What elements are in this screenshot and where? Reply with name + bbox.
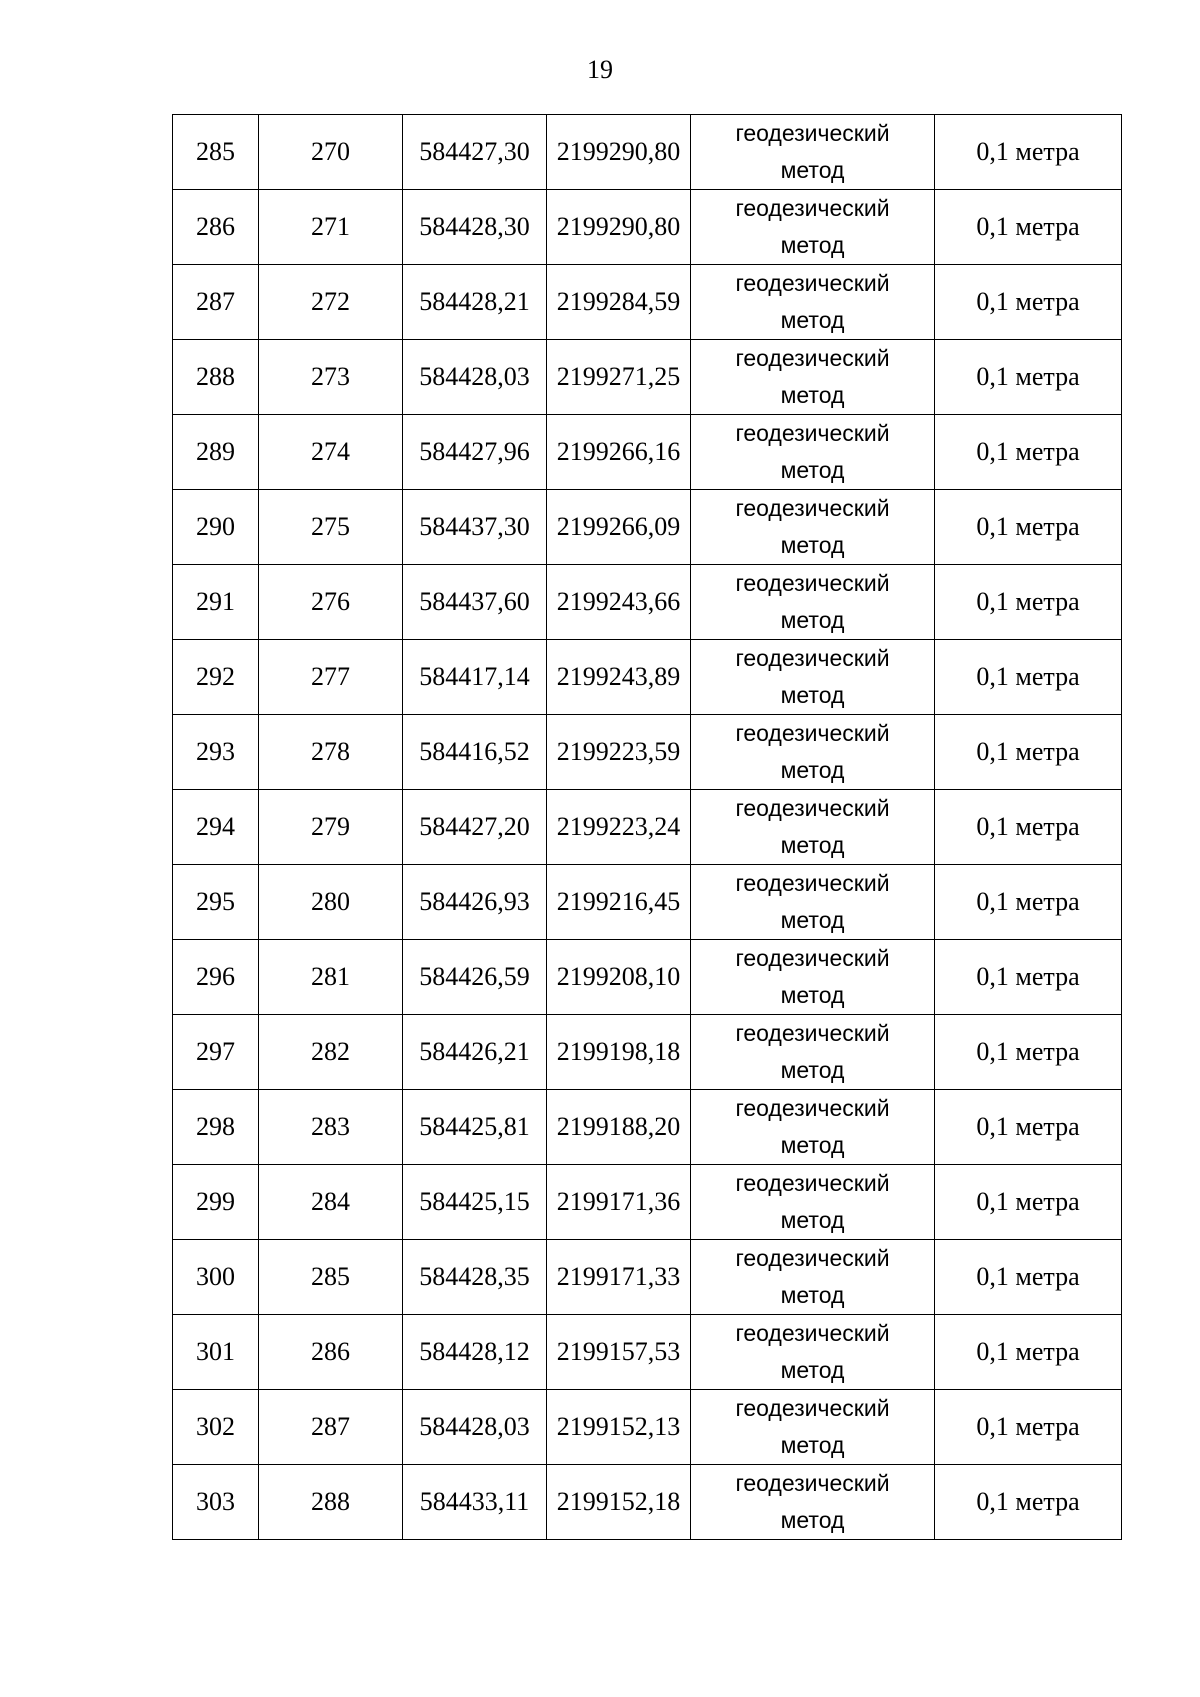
row-number-cell: 289 (173, 415, 259, 490)
point-number-cell: 274 (259, 415, 403, 490)
x-coordinate-cell: 584427,20 (403, 790, 547, 865)
page-number: 19 (587, 55, 613, 84)
x-coordinate-cell: 584433,11 (403, 1465, 547, 1540)
coordinates-table (172, 114, 1122, 1540)
row-number-cell: 287 (173, 265, 259, 340)
point-number-cell: 275 (259, 490, 403, 565)
method-cell (691, 1240, 935, 1315)
y-coordinate-cell: 2199223,59 (547, 715, 691, 790)
x-coordinate-cell: 584428,03 (403, 1390, 547, 1465)
method-text-line2: метод (780, 1507, 845, 1533)
accuracy-cell: 0,1 метра (935, 1390, 1122, 1465)
y-coordinate-cell: 2199243,89 (547, 640, 691, 715)
coordinates-table-body (173, 115, 1122, 1540)
x-coordinate-cell: 584428,30 (403, 190, 547, 265)
method-cell (691, 715, 935, 790)
method-text-line2: метод (780, 1432, 845, 1458)
row-number-cell: 298 (173, 1090, 259, 1165)
method-cell (691, 115, 935, 190)
method-cell (691, 1015, 935, 1090)
point-number-cell: 279 (259, 790, 403, 865)
point-number-cell: 283 (259, 1090, 403, 1165)
x-coordinate-cell: 584437,30 (403, 490, 547, 565)
point-number-cell: 271 (259, 190, 403, 265)
point-number-cell: 280 (259, 865, 403, 940)
y-coordinate-cell: 2199216,45 (547, 865, 691, 940)
row-number-cell: 293 (173, 715, 259, 790)
table-row (173, 1390, 1122, 1465)
row-number-cell: 286 (173, 190, 259, 265)
accuracy-cell: 0,1 метра (935, 1165, 1122, 1240)
row-number-cell: 297 (173, 1015, 259, 1090)
method-text-line1: геодезический (735, 195, 890, 221)
accuracy-cell: 0,1 метра (935, 1090, 1122, 1165)
row-number-cell: 303 (173, 1465, 259, 1540)
accuracy-cell: 0,1 метра (935, 1465, 1122, 1540)
table-row (173, 265, 1122, 340)
accuracy-cell: 0,1 метра (935, 340, 1122, 415)
table-row (173, 415, 1122, 490)
method-text-line2: метод (780, 457, 845, 483)
method-text-line2: метод (780, 682, 845, 708)
y-coordinate-cell: 2199290,80 (547, 190, 691, 265)
table-row (173, 715, 1122, 790)
method-text-line1: геодезический (735, 1320, 890, 1346)
point-number-cell: 282 (259, 1015, 403, 1090)
method-text-line1: геодезический (735, 270, 890, 296)
row-number-cell: 290 (173, 490, 259, 565)
point-number-cell: 270 (259, 115, 403, 190)
method-text-line1: геодезический (735, 945, 890, 971)
row-number-cell: 294 (173, 790, 259, 865)
point-number-cell: 285 (259, 1240, 403, 1315)
point-number-cell: 278 (259, 715, 403, 790)
table-row (173, 565, 1122, 640)
accuracy-cell: 0,1 метра (935, 865, 1122, 940)
method-cell (691, 1090, 935, 1165)
method-text-line2: метод (780, 607, 845, 633)
table-row (173, 190, 1122, 265)
method-text-line2: метод (780, 307, 845, 333)
point-number-cell: 287 (259, 1390, 403, 1465)
method-cell (691, 265, 935, 340)
method-text-line2: метод (780, 1282, 845, 1308)
x-coordinate-cell: 584425,15 (403, 1165, 547, 1240)
point-number-cell: 288 (259, 1465, 403, 1540)
method-text-line2: метод (780, 757, 845, 783)
x-coordinate-cell: 584427,96 (403, 415, 547, 490)
method-text-line2: метод (780, 232, 845, 258)
x-coordinate-cell: 584426,93 (403, 865, 547, 940)
x-coordinate-cell: 584426,59 (403, 940, 547, 1015)
point-number-cell: 284 (259, 1165, 403, 1240)
method-cell (691, 1315, 935, 1390)
x-coordinate-cell: 584428,21 (403, 265, 547, 340)
table-row (173, 1465, 1122, 1540)
y-coordinate-cell: 2199171,33 (547, 1240, 691, 1315)
method-text-line2: метод (780, 1132, 845, 1158)
x-coordinate-cell: 584428,03 (403, 340, 547, 415)
method-cell (691, 490, 935, 565)
method-text-line1: геодезический (735, 720, 890, 746)
method-text-line2: метод (780, 1357, 845, 1383)
method-cell (691, 565, 935, 640)
table-row (173, 865, 1122, 940)
table-row (173, 1240, 1122, 1315)
accuracy-cell: 0,1 метра (935, 115, 1122, 190)
table-row (173, 790, 1122, 865)
accuracy-cell: 0,1 метра (935, 1315, 1122, 1390)
method-text-line2: метод (780, 907, 845, 933)
y-coordinate-cell: 2199208,10 (547, 940, 691, 1015)
point-number-cell: 276 (259, 565, 403, 640)
y-coordinate-cell: 2199271,25 (547, 340, 691, 415)
method-cell (691, 790, 935, 865)
row-number-cell: 292 (173, 640, 259, 715)
method-text-line2: метод (780, 982, 845, 1008)
method-cell (691, 1165, 935, 1240)
method-cell (691, 640, 935, 715)
point-number-cell: 272 (259, 265, 403, 340)
method-text-line1: геодезический (735, 870, 890, 896)
y-coordinate-cell: 2199157,53 (547, 1315, 691, 1390)
method-text-line1: геодезический (735, 1470, 890, 1496)
x-coordinate-cell: 584428,12 (403, 1315, 547, 1390)
accuracy-cell: 0,1 метра (935, 790, 1122, 865)
row-number-cell: 296 (173, 940, 259, 1015)
table-row (173, 490, 1122, 565)
x-coordinate-cell: 584425,81 (403, 1090, 547, 1165)
x-coordinate-cell: 584426,21 (403, 1015, 547, 1090)
table-row (173, 640, 1122, 715)
y-coordinate-cell: 2199290,80 (547, 115, 691, 190)
method-text-line1: геодезический (735, 570, 890, 596)
row-number-cell: 301 (173, 1315, 259, 1390)
accuracy-cell: 0,1 метра (935, 715, 1122, 790)
y-coordinate-cell: 2199266,09 (547, 490, 691, 565)
accuracy-cell: 0,1 метра (935, 1015, 1122, 1090)
accuracy-cell: 0,1 метра (935, 490, 1122, 565)
table-row (173, 340, 1122, 415)
accuracy-cell: 0,1 метра (935, 1240, 1122, 1315)
y-coordinate-cell: 2199171,36 (547, 1165, 691, 1240)
y-coordinate-cell: 2199266,16 (547, 415, 691, 490)
y-coordinate-cell: 2199284,59 (547, 265, 691, 340)
y-coordinate-cell: 2199152,13 (547, 1390, 691, 1465)
method-cell (691, 865, 935, 940)
table-row (173, 940, 1122, 1015)
x-coordinate-cell: 584416,52 (403, 715, 547, 790)
row-number-cell: 300 (173, 1240, 259, 1315)
method-text-line1: геодезический (735, 645, 890, 671)
method-text-line2: метод (780, 1207, 845, 1233)
method-text-line2: метод (780, 832, 845, 858)
method-text-line1: геодезический (735, 1170, 890, 1196)
method-text-line1: геодезический (735, 1245, 890, 1271)
method-text-line1: геодезический (735, 420, 890, 446)
method-cell (691, 940, 935, 1015)
row-number-cell: 295 (173, 865, 259, 940)
table-row (173, 115, 1122, 190)
table-row (173, 1015, 1122, 1090)
method-cell (691, 1465, 935, 1540)
method-text-line2: метод (780, 1057, 845, 1083)
method-cell (691, 190, 935, 265)
method-text-line1: геодезический (735, 795, 890, 821)
method-text-line2: метод (780, 382, 845, 408)
accuracy-cell: 0,1 метра (935, 940, 1122, 1015)
y-coordinate-cell: 2199243,66 (547, 565, 691, 640)
table-row (173, 1165, 1122, 1240)
row-number-cell: 285 (173, 115, 259, 190)
row-number-cell: 299 (173, 1165, 259, 1240)
point-number-cell: 281 (259, 940, 403, 1015)
accuracy-cell: 0,1 метра (935, 265, 1122, 340)
row-number-cell: 291 (173, 565, 259, 640)
accuracy-cell: 0,1 метра (935, 640, 1122, 715)
x-coordinate-cell: 584428,35 (403, 1240, 547, 1315)
point-number-cell: 277 (259, 640, 403, 715)
y-coordinate-cell: 2199223,24 (547, 790, 691, 865)
y-coordinate-cell: 2199152,18 (547, 1465, 691, 1540)
point-number-cell: 286 (259, 1315, 403, 1390)
x-coordinate-cell: 584427,30 (403, 115, 547, 190)
point-number-cell: 273 (259, 340, 403, 415)
accuracy-cell: 0,1 метра (935, 415, 1122, 490)
y-coordinate-cell: 2199188,20 (547, 1090, 691, 1165)
x-coordinate-cell: 584437,60 (403, 565, 547, 640)
row-number-cell: 288 (173, 340, 259, 415)
method-text-line1: геодезический (735, 1095, 890, 1121)
table-row (173, 1090, 1122, 1165)
method-text-line1: геодезический (735, 1020, 890, 1046)
y-coordinate-cell: 2199198,18 (547, 1015, 691, 1090)
accuracy-cell: 0,1 метра (935, 190, 1122, 265)
method-cell (691, 1390, 935, 1465)
accuracy-cell: 0,1 метра (935, 565, 1122, 640)
table-row (173, 1315, 1122, 1390)
x-coordinate-cell: 584417,14 (403, 640, 547, 715)
method-cell (691, 415, 935, 490)
method-text-line1: геодезический (735, 120, 890, 146)
method-text-line1: геодезический (735, 1395, 890, 1421)
method-text-line2: метод (780, 532, 845, 558)
method-text-line1: геодезический (735, 345, 890, 371)
method-cell (691, 340, 935, 415)
method-text-line1: геодезический (735, 495, 890, 521)
row-number-cell: 302 (173, 1390, 259, 1465)
method-text-line2: метод (780, 157, 845, 183)
